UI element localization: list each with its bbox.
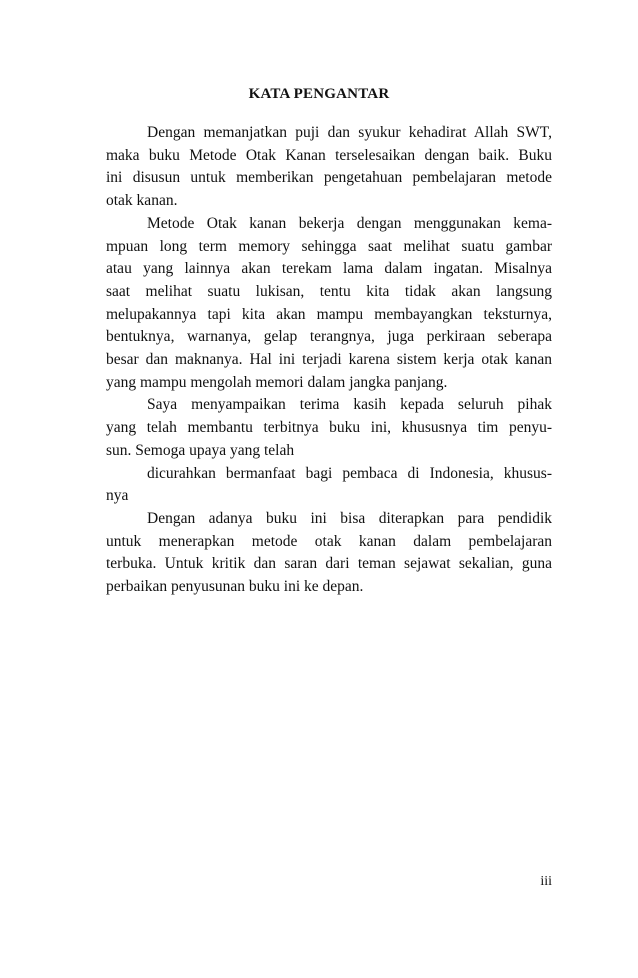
text-line: sun. Semoga upaya yang telah [106, 441, 295, 459]
paragraph-2 [106, 213, 552, 395]
text-line: perbaikan penyusunan buku ini ke depan. [106, 578, 364, 596]
text-line: mpuan long term memory sehingga saat melihat suatu gambar [106, 237, 552, 255]
text-line: dicurahkan bermanfaat bagi pembaca di Indonesia, khusus- [147, 464, 552, 482]
text-line: Dengan adanya buku ini bisa diterapkan para pendidik [147, 509, 552, 527]
paragraph-5 [106, 508, 552, 599]
paragraph-1 [106, 122, 552, 213]
page-number: iii [540, 874, 552, 889]
text-line: Metode Otak kanan bekerja dengan menggunakan kema- [147, 214, 552, 232]
paragraph-3 [106, 394, 552, 462]
text-line: atau yang lainnya akan terekam lama dalam ingatan. Misalnya [106, 260, 552, 278]
text-line: terbuka. Untuk kritik dan saran dari teman sejawat sekalian, guna [106, 555, 552, 573]
text-line: maka buku Metode Otak Kanan terselesaikan dengan baik. Buku [106, 146, 552, 164]
text-line: nya [106, 487, 129, 505]
page-title: KATA PENGANTAR [248, 86, 390, 102]
text-line: bentuknya, warnanya, gelap terangnya, juga perkiraan seberapa [106, 328, 552, 346]
text-line: yang mampu mengolah memori dalam jangka panjang. [106, 373, 448, 391]
text-line: saat melihat suatu lukisan, tentu kita tidak akan langsung [106, 282, 552, 300]
preface-body [106, 122, 552, 599]
text-line: untuk menerapkan metode otak kanan dalam pembelajaran [106, 532, 552, 550]
paragraph-4 [106, 463, 552, 508]
text-line: otak kanan. [106, 192, 178, 210]
text-line: melupakannya tapi kita akan mampu membayangkan teksturnya, [106, 305, 552, 323]
text-line: ini disusun untuk memberikan pengetahuan pembelajaran metode [106, 169, 552, 187]
text-line: besar dan maknanya. Hal ini terjadi karena sistem kerja otak kanan [106, 351, 552, 369]
text-line: Saya menyampaikan terima kasih kepada seluruh pihak [147, 396, 552, 414]
text-line: yang telah membantu terbitnya buku ini, khususnya tim penyu- [106, 419, 552, 437]
text-line: Dengan memanjatkan puji dan syukur kehadirat Allah SWT, [147, 124, 552, 141]
